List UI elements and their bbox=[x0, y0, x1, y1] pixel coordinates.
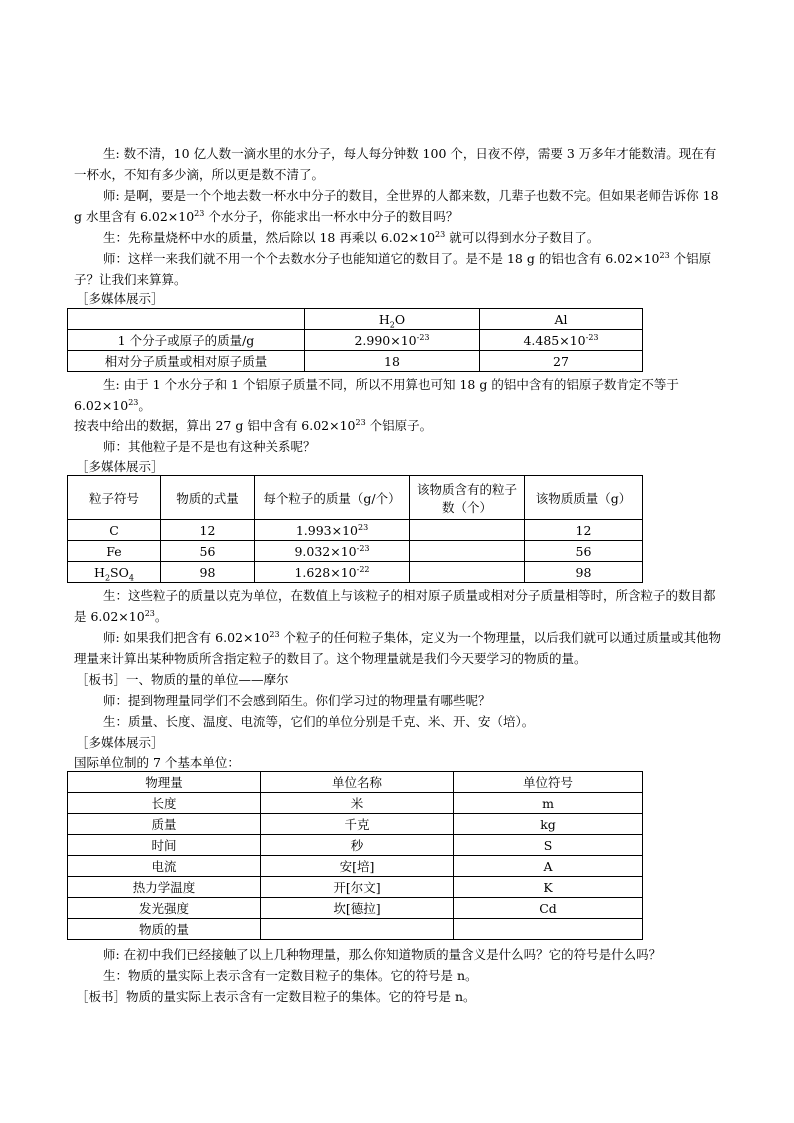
table-header-row bbox=[68, 772, 643, 793]
media-label-2: ［多媒体展示］ bbox=[76, 459, 164, 474]
table-header-cell: 单位名称 bbox=[261, 772, 454, 793]
table-cell bbox=[410, 520, 525, 541]
table-header-cell: 每个粒子的质量（g/个） bbox=[255, 476, 410, 520]
table-cell: 千克 bbox=[261, 814, 454, 835]
table-row bbox=[68, 877, 643, 898]
text: 1.628×10 bbox=[294, 564, 357, 580]
table-cell: 12 bbox=[161, 520, 255, 541]
table-header-cell: 物质的式量 bbox=[161, 476, 255, 520]
table-cell: 秒 bbox=[261, 835, 454, 856]
paragraph-teacher-1 bbox=[74, 185, 724, 227]
text: SO bbox=[110, 564, 129, 580]
table-cell: m bbox=[454, 793, 643, 814]
table-header-cell: 该物质含有的粒子数（个） bbox=[410, 476, 525, 520]
text: 个水分子，你能求出一杯水中分子的数目吗？ bbox=[204, 209, 459, 224]
table-cell: 27 bbox=[480, 351, 643, 372]
table-cell: 56 bbox=[161, 541, 255, 562]
exponent: 23 bbox=[357, 522, 369, 532]
table-row bbox=[68, 835, 643, 856]
exponent: 23 bbox=[355, 417, 366, 427]
paragraph-student-5: 生：质量、长度、温度、电流等，它们的单位分别是千克、米、开、安（培）。 bbox=[103, 714, 535, 729]
text: 师：这样一来我们就不用一个个去数水分子也能知道它的数目了。是不是 18 g 的铝也含有 6.02×10 bbox=[103, 251, 660, 266]
text: 生：先称量烧杯中水的质量，然后除以 18 再乘以 6.02×10 bbox=[103, 230, 436, 245]
table-cell: Al bbox=[480, 309, 643, 330]
text: 师: 如果我们把含有 6.02×10 bbox=[103, 630, 270, 645]
table-cell: 坎[德拉] bbox=[261, 898, 454, 919]
exponent: -23 bbox=[416, 332, 430, 342]
text: 个铝原子？让我们来算算。 bbox=[74, 251, 712, 287]
table-cell: C bbox=[68, 520, 161, 541]
table-cell: K bbox=[454, 877, 643, 898]
table-row bbox=[68, 541, 643, 562]
table-cell: 时间 bbox=[68, 835, 261, 856]
table-cell bbox=[261, 919, 454, 940]
table-molecule-mass bbox=[67, 308, 643, 372]
exponent: 23 bbox=[659, 250, 670, 260]
text: 师: 是啊，要是一个个地去数一杯水中分子的数目，全世界的人都来数，几辈子也数不完。但如果老师告诉你 18 g 水里含有 6.02×10 bbox=[74, 188, 719, 224]
table-row bbox=[68, 793, 643, 814]
exponent: 23 bbox=[269, 629, 280, 639]
table-cell bbox=[68, 309, 305, 330]
table-row bbox=[68, 919, 643, 940]
table-cell bbox=[480, 330, 643, 351]
table-cell: 1 个分子或原子的质量/g bbox=[68, 330, 305, 351]
table-cell bbox=[68, 562, 161, 583]
table-si-units bbox=[67, 771, 643, 940]
table-header-cell: 粒子符号 bbox=[68, 476, 161, 520]
paragraph-teacher-4 bbox=[74, 627, 724, 669]
table-cell: 长度 bbox=[68, 793, 261, 814]
table-cell: 相对分子质量或相对原子质量 bbox=[68, 351, 305, 372]
text: H bbox=[378, 311, 390, 327]
subscript: 4 bbox=[128, 573, 134, 582]
table-row bbox=[68, 814, 643, 835]
paragraph-student-2 bbox=[74, 227, 724, 248]
paragraph-teacher-5: 师：提到物理量同学们不会感到陌生。你们学习过的物理量有哪些呢？ bbox=[103, 693, 491, 708]
paragraph-student-3 bbox=[74, 374, 724, 416]
text: 个铝原子。 bbox=[365, 418, 433, 433]
board-note-1: ［板书］一、物质的量的单位——摩尔 bbox=[76, 672, 289, 687]
text: 生: 由于 1 个水分子和 1 个铝原子质量不同，所以不用算也可知 18 g 的铝中含有的铝原子数肯定不等于 6.02×10 bbox=[74, 377, 679, 413]
table-cell bbox=[255, 541, 410, 562]
exponent: 23 bbox=[435, 229, 446, 239]
exponent: -23 bbox=[585, 332, 599, 342]
table-header-cell: 该物质质量（g） bbox=[525, 476, 643, 520]
table-cell: 56 bbox=[525, 541, 643, 562]
table-cell: 米 bbox=[261, 793, 454, 814]
table-row bbox=[68, 562, 643, 583]
subscript: 2 bbox=[104, 573, 111, 582]
table-cell: 12 bbox=[525, 520, 643, 541]
si-caption: 国际单位制的 7 个基本单位： bbox=[74, 755, 240, 770]
table-cell bbox=[305, 330, 480, 351]
table-row bbox=[68, 351, 643, 372]
paragraph-teacher-6: 师: 在初中我们已经接触了以上几种物理量，那么你知道物质的量含义是什么吗？它的符号是什么吗？ bbox=[103, 947, 662, 962]
text: 个粒子的任何粒子集体，定义为一个物理量，以后我们就可以通过质量或其他物理量来计算出某种物质所含指定粒子的数目了。这个物理量就是我们今天要学习的物质的量。 bbox=[74, 630, 722, 666]
text: 就可以得到水分子数目了。 bbox=[445, 230, 600, 245]
paragraph-student-6: 生：物质的量实际上表示含有一定数目粒子的集体。它的符号是 n。 bbox=[103, 968, 478, 983]
text: 2.990×10 bbox=[354, 332, 417, 348]
table-header-cell: 单位符号 bbox=[454, 772, 643, 793]
text: 。 bbox=[138, 398, 151, 413]
text: 。 bbox=[154, 609, 168, 624]
table-cell: Fe bbox=[68, 541, 161, 562]
table-cell: 发光强度 bbox=[68, 898, 261, 919]
exponent: 23 bbox=[128, 397, 139, 407]
table-cell bbox=[255, 520, 410, 541]
table-cell: 开[尔文] bbox=[261, 877, 454, 898]
exponent: -23 bbox=[356, 543, 370, 553]
table-cell: 质量 bbox=[68, 814, 261, 835]
exponent: 23 bbox=[144, 608, 155, 618]
table-header-cell: 物理量 bbox=[68, 772, 261, 793]
table-cell: 安[培] bbox=[261, 856, 454, 877]
text: 生：这些粒子的质量以克为单位，在数值上与该粒子的相对原子质量或相对分子质量相等时，所含粒子的数目都是 6.02×10 bbox=[74, 588, 716, 624]
table-cell bbox=[305, 309, 480, 330]
table-row bbox=[68, 520, 643, 541]
table-row bbox=[68, 309, 643, 330]
text: 9.032×10 bbox=[294, 543, 357, 559]
table-cell bbox=[454, 919, 643, 940]
table-cell: kg bbox=[454, 814, 643, 835]
paragraph-student-4 bbox=[74, 585, 724, 627]
media-label-1: ［多媒体展示］ bbox=[76, 291, 164, 306]
paragraph-teacher-2 bbox=[74, 248, 724, 290]
table-cell: 电流 bbox=[68, 856, 261, 877]
media-label-3: ［多媒体展示］ bbox=[76, 735, 164, 750]
table-cell: 18 bbox=[305, 351, 480, 372]
table-cell bbox=[410, 541, 525, 562]
table-cell bbox=[255, 562, 410, 583]
text: 按表中给出的数据，算出 27 g 铝中含有 6.02×10 bbox=[74, 418, 356, 433]
table-cell: Cd bbox=[454, 898, 643, 919]
table-cell bbox=[410, 562, 525, 583]
board-note-2: ［板书］物质的量实际上表示含有一定数目粒子的集体。它的符号是 n。 bbox=[76, 989, 476, 1004]
table-header-row bbox=[68, 476, 643, 520]
exponent: -22 bbox=[356, 564, 370, 574]
text: 生: 数不清，10 亿人数一滴水里的水分子，每人每分钟数 100 个，日夜不停，需要 3 万多年才能数清。现在有一杯水，不知有多少滴，所以更是数不清了。 bbox=[74, 146, 717, 182]
table-cell: 98 bbox=[161, 562, 255, 583]
table-cell: 物质的量 bbox=[68, 919, 261, 940]
text: O bbox=[394, 311, 406, 327]
subscript: 2 bbox=[389, 320, 395, 329]
table-particles bbox=[67, 475, 643, 583]
table-cell: A bbox=[454, 856, 643, 877]
paragraph-teacher-3: 师：其他粒子是不是也有这种关系呢？ bbox=[103, 439, 316, 454]
table-row bbox=[68, 898, 643, 919]
paragraph-student-1 bbox=[74, 143, 724, 185]
table-row bbox=[68, 856, 643, 877]
table-cell: 98 bbox=[525, 562, 643, 583]
table-cell: S bbox=[454, 835, 643, 856]
exponent: 23 bbox=[194, 208, 205, 218]
text: 4.485×10 bbox=[523, 332, 586, 348]
table-row bbox=[68, 330, 643, 351]
paragraph-calc bbox=[74, 415, 724, 436]
table-cell: 热力学温度 bbox=[68, 877, 261, 898]
text: H bbox=[94, 564, 105, 580]
text: 1.993×10 bbox=[295, 522, 358, 538]
